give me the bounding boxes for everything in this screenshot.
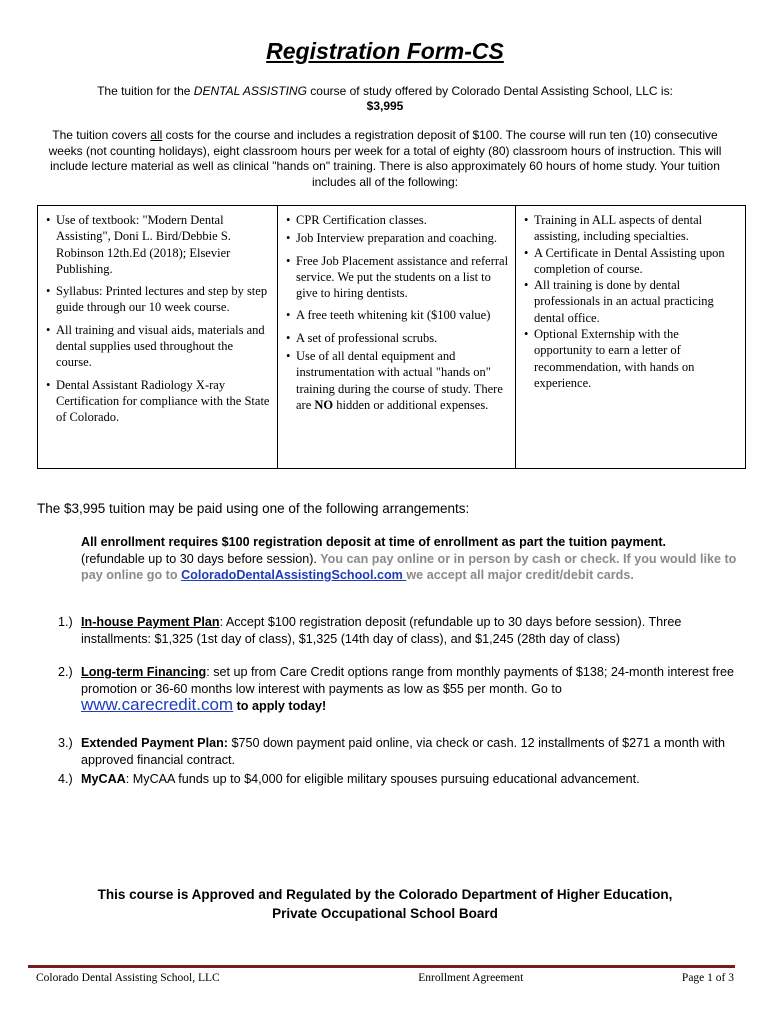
enrollment-bold-text: All enrollment requires $100 registration deposit at time of enrollment as part the tuition payment. <box>81 535 667 549</box>
plan-heading: In-house Payment Plan <box>81 615 220 629</box>
plan-text: $750 down payment paid online, via check or cash. 12 installments of $271 a month with approved financial contract. <box>81 736 726 767</box>
plan-number: 4.) <box>58 772 73 786</box>
plan-text-tail: to apply today! <box>233 699 327 713</box>
plan-number: 1.) <box>58 615 73 629</box>
coverage-text-2: costs for the course and includes a registration deposit of $100. The course will run ten (10) consecutive weeks (not counting holidays), eight classroom hours per week for a total of eighty (80) classroom hours of instruction. This will include lecture material as well as clinical "hands on" training. There is also approximately 60 hours of home study. Your tuition includes all of the following: <box>48 128 722 189</box>
list-item: • All training is done by dental professionals in an actual practicing dental office. <box>524 277 739 326</box>
intro-text-end: course of study offered by Colorado Dental Assisting School, LLC is: <box>306 84 673 98</box>
coverage-text-1: The tuition covers <box>52 128 151 142</box>
payment-plan-3 <box>58 735 738 768</box>
plan-text: : Accept $100 registration deposit (refundable up to 30 days before session). Three installments: $1,325 (1st day of class), $1,325 (14th day of class), and $1,245 (28th day of class) <box>81 615 682 646</box>
included-column-1 <box>38 206 278 468</box>
carecredit-link[interactable]: www.carecredit.com <box>81 695 234 714</box>
payment-plan-2 <box>58 664 738 715</box>
enrollment-refund-text: (refundable up to 30 days before session). <box>81 551 317 566</box>
plan-heading: Extended Payment Plan: <box>81 736 228 750</box>
list-item: • A Certificate in Dental Assisting upon completion of course. <box>524 245 739 278</box>
payment-intro: The $3,995 tuition may be paid using one of the following arrangements: <box>37 501 470 516</box>
plan-heading: MyCAA <box>81 772 126 786</box>
list-item <box>286 348 509 413</box>
list-item: • Training in ALL aspects of dental assisting, including specialties. <box>524 212 739 245</box>
plan-heading: Long-term Financing <box>81 665 207 679</box>
list-item: • A set of professional scrubs. <box>286 330 509 346</box>
approval-statement <box>0 885 770 923</box>
payment-plan-1 <box>58 614 738 647</box>
list-item: • Syllabus: Printed lectures and step by step guide through our 10 week course. <box>46 283 271 316</box>
page-title: Registration Form-CS <box>266 38 504 64</box>
course-name: DENTAL ASSISTING <box>193 84 307 98</box>
list-item: • CPR Certification classes. <box>286 212 509 228</box>
enrollment-cards-text: we accept all major credit/debit cards. <box>406 568 634 582</box>
tuition-coverage-paragraph <box>36 128 734 190</box>
enrollment-requirements <box>81 534 741 584</box>
approval-line-2: Private Occupational School Board <box>272 906 498 921</box>
list-item: • Free Job Placement assistance and referral service. We put the students on a list to give to hiring dentists. <box>286 253 509 302</box>
included-column-3 <box>516 206 745 468</box>
list-item: • Optional Externship with the opportunity to earn a letter of recommendation, with hands on experience. <box>524 326 739 391</box>
plan-number: 3.) <box>58 736 73 750</box>
coverage-all-word: all <box>150 128 163 142</box>
plan-number: 2.) <box>58 665 73 679</box>
included-column-2 <box>278 206 516 468</box>
list-item: • A free teeth whitening kit ($100 value) <box>286 307 509 323</box>
list-item-text: Use of all dental equipment and instrumentation with actual "hands on" training during the course of study. There are <box>296 349 503 412</box>
emphasis-no: NO <box>314 397 334 412</box>
payment-plan-4 <box>58 771 738 788</box>
footer-page-number: Page 1 of 3 <box>681 972 734 984</box>
intro-text: The tuition for the <box>97 84 194 98</box>
school-website-link[interactable]: ColoradoDentalAssistingSchool.com <box>181 568 407 582</box>
included-items-table <box>37 205 746 469</box>
footer-document-name: Enrollment Agreement <box>418 972 524 984</box>
enrollment-online-text: You can pay online or in person by cash or check. If you would like to pay online go to <box>81 551 737 582</box>
list-item: • All training and visual aids, materials and dental supplies used throughout the course. <box>46 322 271 371</box>
list-item-text-end: hidden or additional expenses. <box>333 397 489 412</box>
list-item: • Use of textbook: "Modern Dental Assisting", Doni L. Bird/Debbie S. Robinson 12th.Ed (2018); Elsevier Publishing. <box>46 212 271 277</box>
page-footer <box>36 972 734 984</box>
list-item: • Job Interview preparation and coaching. <box>286 230 509 246</box>
footer-divider <box>28 965 735 968</box>
approval-line-1: This course is Approved and Regulated by the Colorado Department of Higher Education, <box>97 887 673 902</box>
list-item: • Dental Assistant Radiology X-ray Certification for compliance with the State of Colorado. <box>46 377 271 426</box>
footer-school-name: Colorado Dental Assisting School, LLC <box>36 972 220 984</box>
tuition-price: $3,995 <box>366 99 404 113</box>
plan-text: : MyCAA funds up to $4,000 for eligible military spouses pursuing educational advancement. <box>125 772 640 786</box>
tuition-intro <box>40 84 730 114</box>
plan-text: : set up from Care Credit options range from monthly payments of $138; 24-month interest free promotion or 36-60 months low interest with payments as low as $55 per month. Go to <box>81 665 735 696</box>
